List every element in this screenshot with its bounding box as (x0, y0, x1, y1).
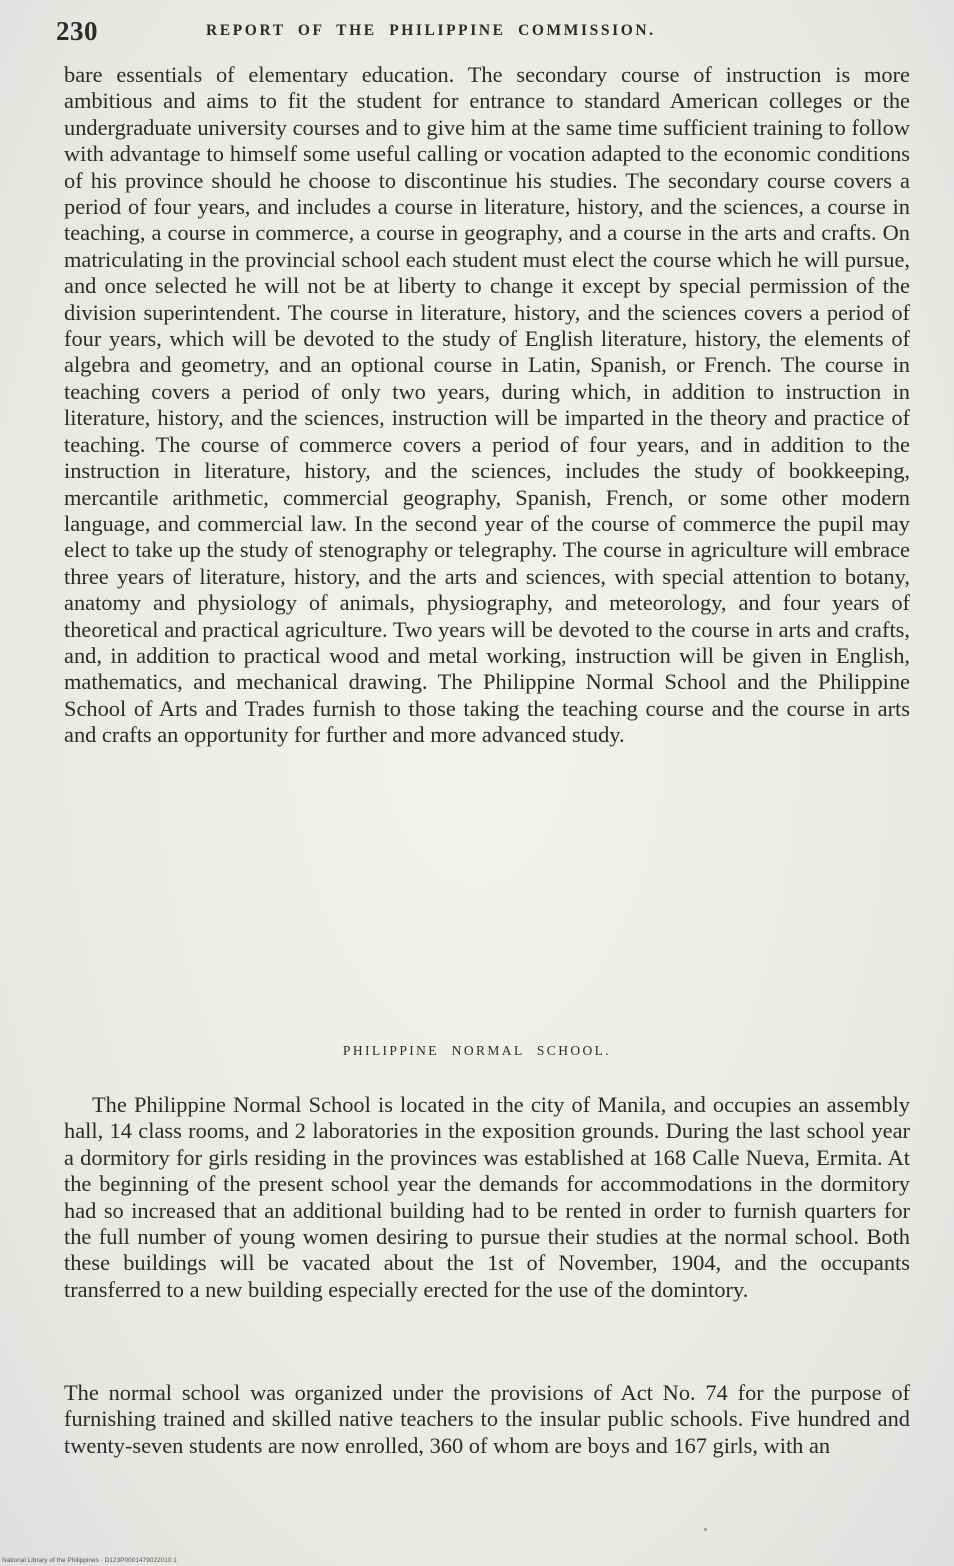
paragraph-normal-school-organization: The normal school was organized under the provisions of Act No. 74 for the purpose of furnishing trained and skilled native teachers to the insular public schools. Five hundred and twenty-seven students are now enrolled, 360 of whom are boys and 167 girls, with an (64, 1380, 910, 1458)
paragraph-normal-school-location: The Philippine Normal School is located in the city of Manila, and occupies an assembly hall, 14 class rooms, and 2 laboratories in the exposition grounds. During the last school year a dormitory for girls residing in the provinces was established at 168 Calle Nueva, Ermita. At the beginning of the present school year the demands for accommodations in the dormitory had so increased that an additional building had to be rented in order to furnish quarters for the full number of young women desiring to pursue their studies at the normal school. Both these buildings will be vacated about the 1st of November, 1904, and the occupants transferred to a new building especially erected for the use of the domintory. (64, 1092, 910, 1302)
library-credit: National Library of the Philippines · D123P0001479022010 1 (2, 1557, 177, 1564)
section-heading: PHILIPPINE NORMAL SCHOOL. (342, 1043, 612, 1058)
page-number: 230 (56, 16, 98, 46)
paragraph-secondary-course: bare essentials of elementary education. The secondary course of instruction is more ambitious and aims to fit the student for entrance to standard American colleges or the undergraduate university courses and to give him at the same time sufficient training to follow with advantage to himself some useful calling or vocation adapted to the economic conditions of his province should he choose to discontinue his studies. The secondary course covers a period of four years, and includes a course in literature, history, and the sciences, a course in teaching, a course in commerce, a course in geography, and a course in the arts and crafts. On matriculating in the provincial school each student must elect the course which he will pursue, and once selected he will not be at liberty to change it except by special permission of the division superintendent. The course in literature, history, and the sciences covers a period of four years, which will be devoted to the study of English literature, history, the elements of algebra and geometry, and an optional course in Latin, Spanish, or French. The course in teaching covers a period of only two years, during which, in addition to instruction in literature, history, and the sciences, instruction will be imparted in the theory and practice of teaching. The course of commerce covers a period of four years, and in addition to the instruction in literature, history, and the sciences, includes the study of bookkeeping, mercantile arithmetic, commercial geography, Spanish, French, or some other modern language, and commercial law. In the second year of the course of commerce the pupil may elect to take up the study of stenography or telegraphy. The course in agriculture will embrace three years of literature, history, and the arts and sciences, with special attention to botany, anatomy and physiology of animals, physiography, and meteorology, and four years of theoretical and practical agriculture. Two years will be devoted to the course in arts and crafts, and, in addition to practical wood and metal working, instruction will be given in English, mathematics, and mechanical drawing. The Philippine Normal School and the Philippine School of Arts and Trades furnish to those taking the teaching course and the course in arts and crafts an opportunity for further and more advanced study. (64, 62, 910, 748)
page-header (56, 16, 926, 56)
paper-speck (704, 1528, 707, 1531)
running-head: REPORT OF THE PHILIPPINE COMMISSION. (206, 22, 656, 39)
